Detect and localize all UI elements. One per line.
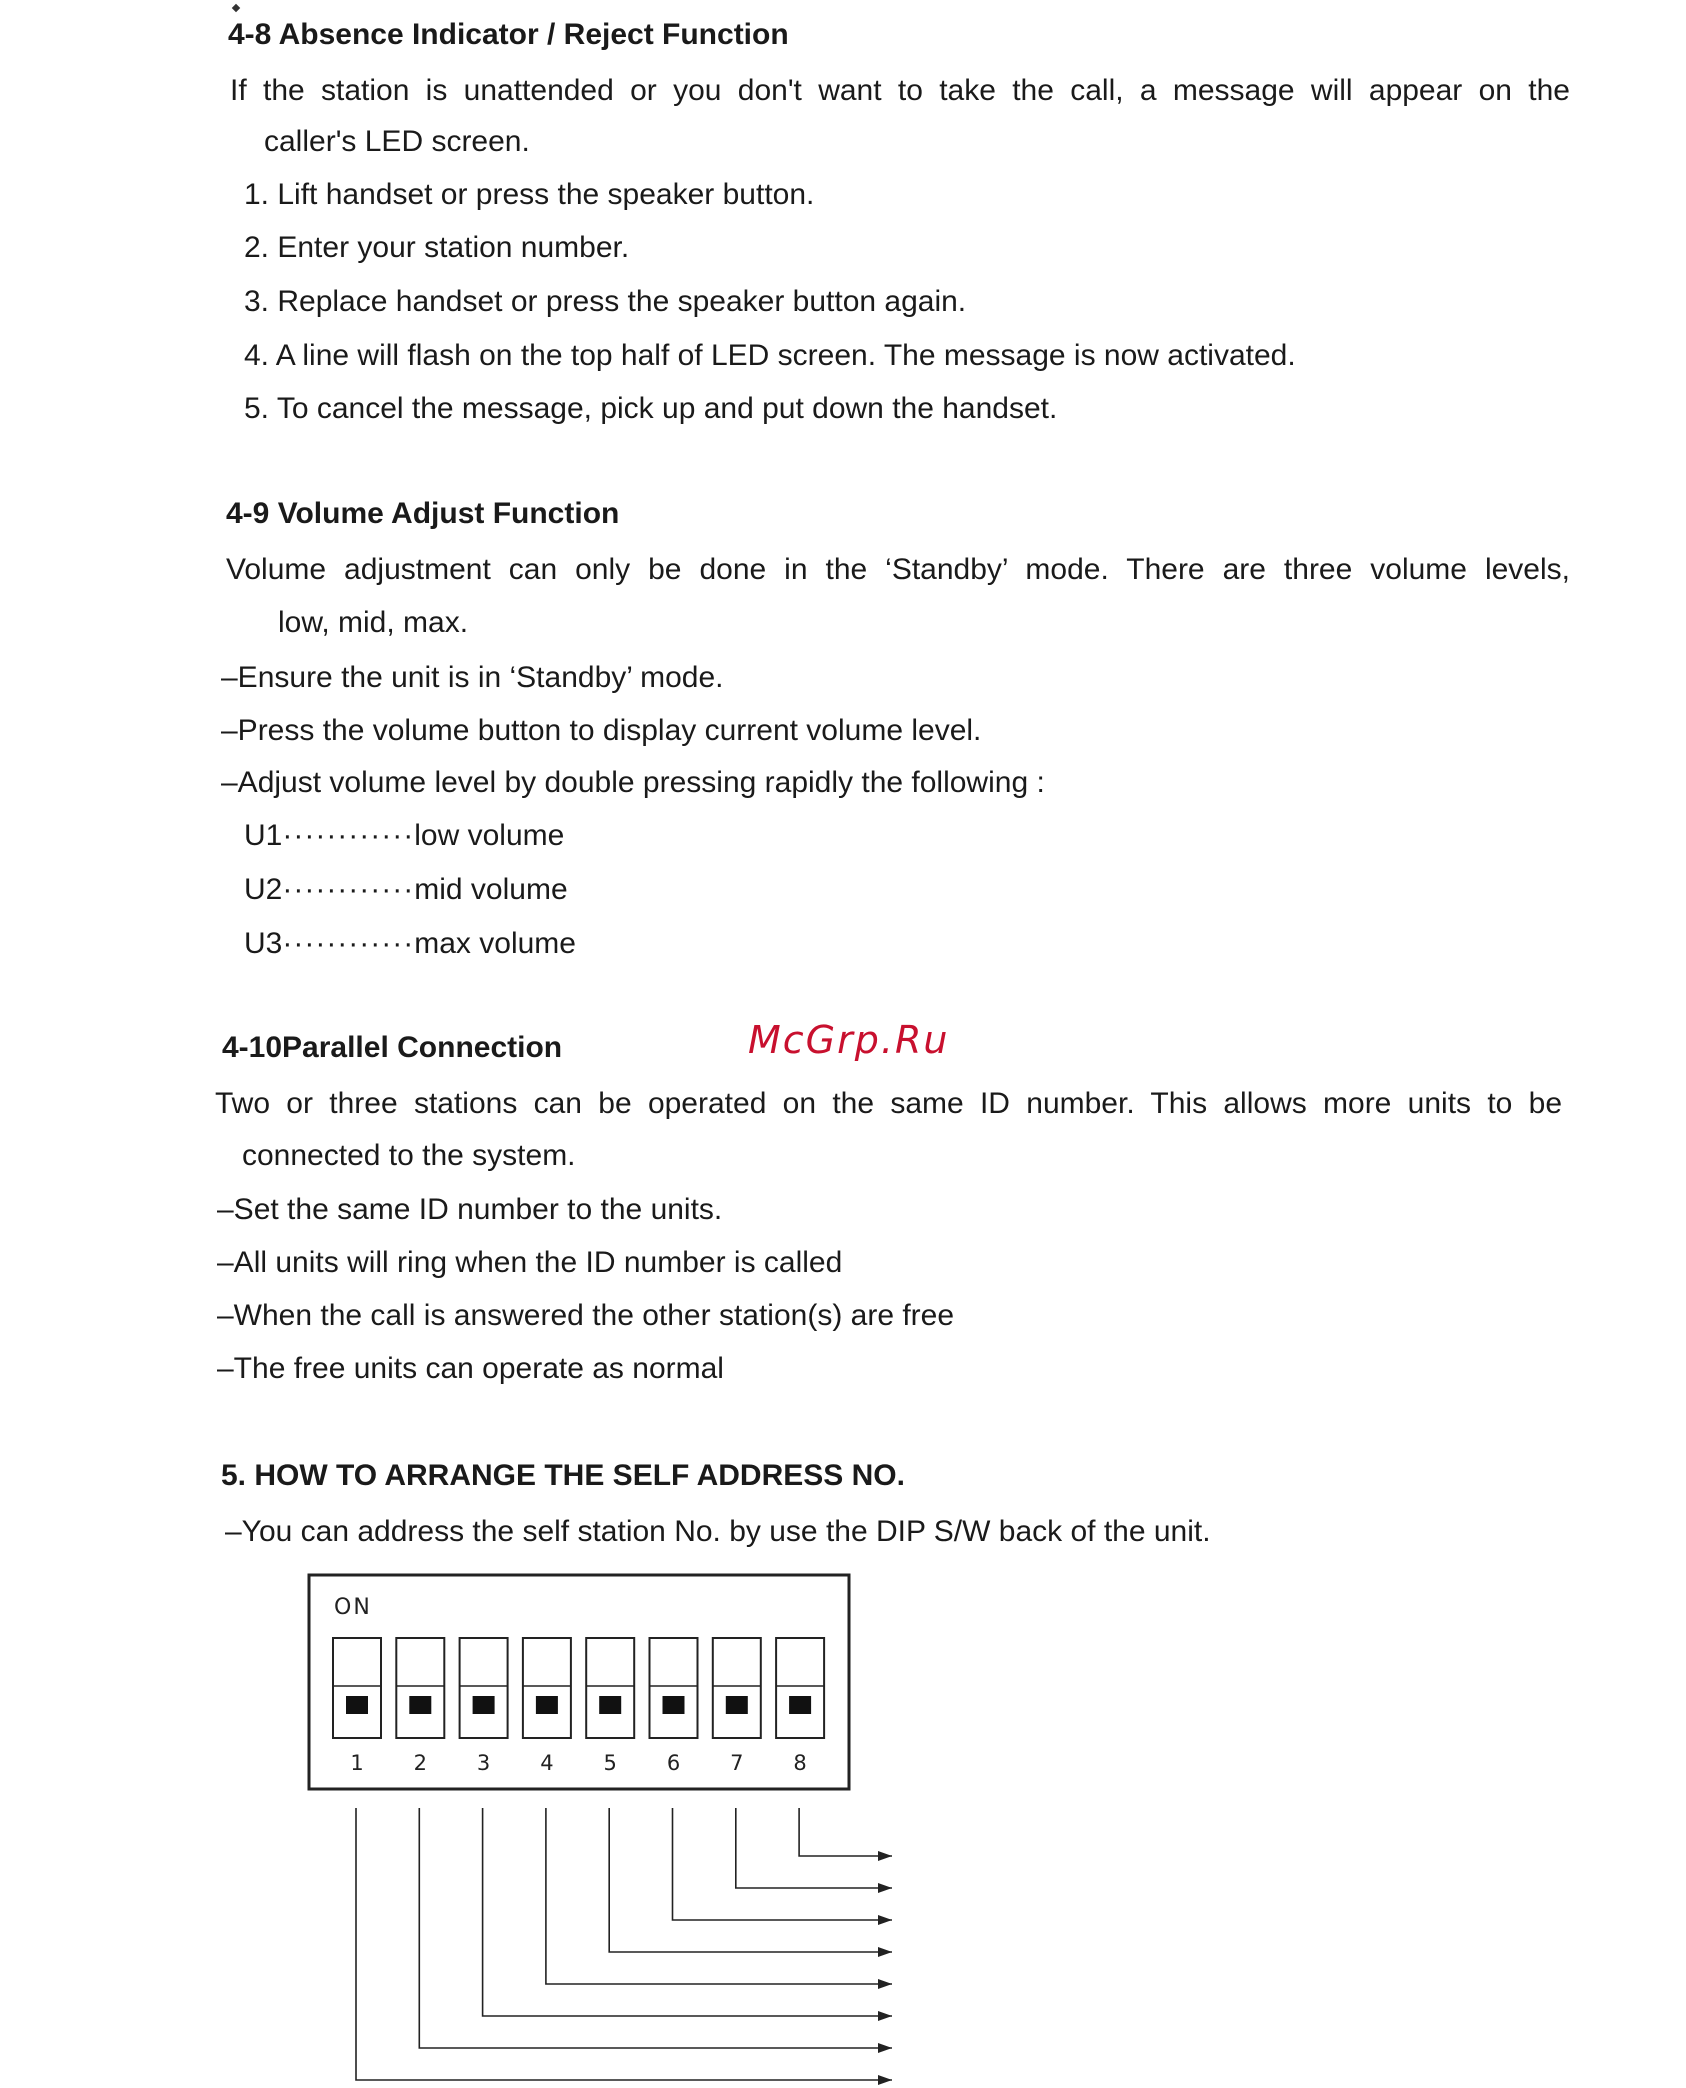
dip-switch-knob <box>599 1696 621 1714</box>
volume-level-leader: ············ <box>282 873 415 906</box>
section-4-9-bullet: –Adjust volume level by double pressing rapidly the following : <box>221 766 1045 799</box>
dip-switch-output-line <box>799 1808 892 1856</box>
section-4-9-bullet: –Ensure the unit is in ‘Standby’ mode. <box>221 661 724 694</box>
volume-level-leader: ············ <box>282 927 415 960</box>
volume-level-leader: ············ <box>282 819 415 852</box>
volume-level-code: U3 <box>244 927 283 960</box>
section-4-9-intro-line1: Volume adjustment can only be done in the ‘Standby’ mode. There are three volume levels, <box>226 553 1570 586</box>
dip-switch-knob <box>726 1696 748 1714</box>
dip-switch-slot <box>776 1638 824 1738</box>
dip-switch-number: 1 <box>350 1751 364 1775</box>
dip-switch <box>713 1638 761 1775</box>
dip-switch-knob <box>473 1696 495 1714</box>
section-4-8-step: 2. Enter your station number. <box>244 231 630 264</box>
dip-switch-number: 5 <box>603 1751 617 1775</box>
dip-switch <box>776 1638 824 1775</box>
dip-switch-knob <box>409 1696 431 1714</box>
dip-switch-slot <box>396 1638 444 1738</box>
dip-switch-knob <box>663 1696 685 1714</box>
section-5-line: –You can address the self station No. by use the DIP S/W back of the unit. <box>225 1515 1211 1548</box>
section-4-9-heading: 4-9 Volume Adjust Function <box>226 497 620 530</box>
dip-switch-slot <box>523 1638 571 1738</box>
dip-switch <box>523 1638 571 1775</box>
dip-switch-output-line <box>356 1808 892 2080</box>
volume-level-desc: low volume <box>414 819 565 852</box>
watermark: McGrp.Ru <box>748 1018 950 1062</box>
section-4-8-intro-line1: If the station is unattended or you don't want to take the call, a message will appear on the <box>230 74 1570 107</box>
volume-level-desc: max volume <box>414 927 576 960</box>
dip-switch-number: 7 <box>730 1751 744 1775</box>
dip-switch-slot <box>586 1638 634 1738</box>
section-4-8-step: 1. Lift handset or press the speaker button. <box>244 178 815 211</box>
dip-switch <box>396 1638 444 1775</box>
dip-switch-housing <box>309 1575 849 1789</box>
dip-switch <box>333 1638 381 1775</box>
dip-switch-output-line <box>736 1808 892 1888</box>
section-4-8-step: 4. A line will flash on the top half of LED screen. The message is now activated. <box>244 339 1296 372</box>
section-4-10-bullet: –All units will ring when the ID number is called <box>217 1246 843 1279</box>
dip-switch-slot <box>333 1638 381 1738</box>
section-4-10-intro-line2: connected to the system. <box>242 1139 576 1172</box>
section-4-10-bullet: –Set the same ID number to the units. <box>217 1193 723 1226</box>
section-5-heading: 5. HOW TO ARRANGE THE SELF ADDRESS NO. <box>221 1459 905 1492</box>
volume-level-desc: mid volume <box>414 873 568 906</box>
dip-switch-number: 3 <box>476 1751 491 1775</box>
dip-switch-slot <box>650 1638 698 1738</box>
dip-switch-number: 8 <box>793 1751 807 1775</box>
volume-level-code: U2 <box>244 873 283 906</box>
dip-switch-knob <box>346 1696 368 1714</box>
dip-switch-number: 4 <box>540 1751 554 1775</box>
dip-switch-output-line <box>419 1808 892 2048</box>
dip-on-label: ON <box>334 1595 372 1620</box>
dip-switch-output-line <box>609 1808 892 1952</box>
section-4-8-heading: 4-8 Absence Indicator / Reject Function <box>228 18 789 51</box>
dip-switch-output-line <box>673 1808 893 1920</box>
dip-switch-number: 2 <box>413 1751 427 1775</box>
dip-switch <box>650 1638 698 1775</box>
dip-switch-number: 6 <box>666 1751 681 1775</box>
section-4-9-intro-line2: low, mid, max. <box>278 606 469 639</box>
volume-level-code: U1 <box>244 819 283 852</box>
section-4-10-heading: 4-10Parallel Connection <box>222 1031 563 1064</box>
section-4-8-intro-line2: caller's LED screen. <box>264 125 530 158</box>
section-4-8-step: 5. To cancel the message, pick up and put down the handset. <box>244 392 1058 425</box>
section-4-9-bullet: –Press the volume button to display current volume level. <box>221 714 982 747</box>
dip-switch-slot <box>460 1638 508 1738</box>
dip-switch-slot <box>713 1638 761 1738</box>
section-4-10-intro-line1: Two or three stations can be operated on the same ID number. This allows more units to be <box>215 1087 1562 1120</box>
dip-switch-output-line <box>546 1808 892 1984</box>
section-4-8-step: 3. Replace handset or press the speaker button again. <box>244 285 967 318</box>
dip-switch <box>586 1638 634 1775</box>
section-4-10-bullet: –When the call is answered the other station(s) are free <box>217 1299 955 1332</box>
dip-switch <box>460 1638 508 1775</box>
dip-switch-knob <box>536 1696 558 1714</box>
section-4-10-bullet: –The free units can operate as normal <box>217 1352 724 1385</box>
dip-switch-knob <box>789 1696 811 1714</box>
